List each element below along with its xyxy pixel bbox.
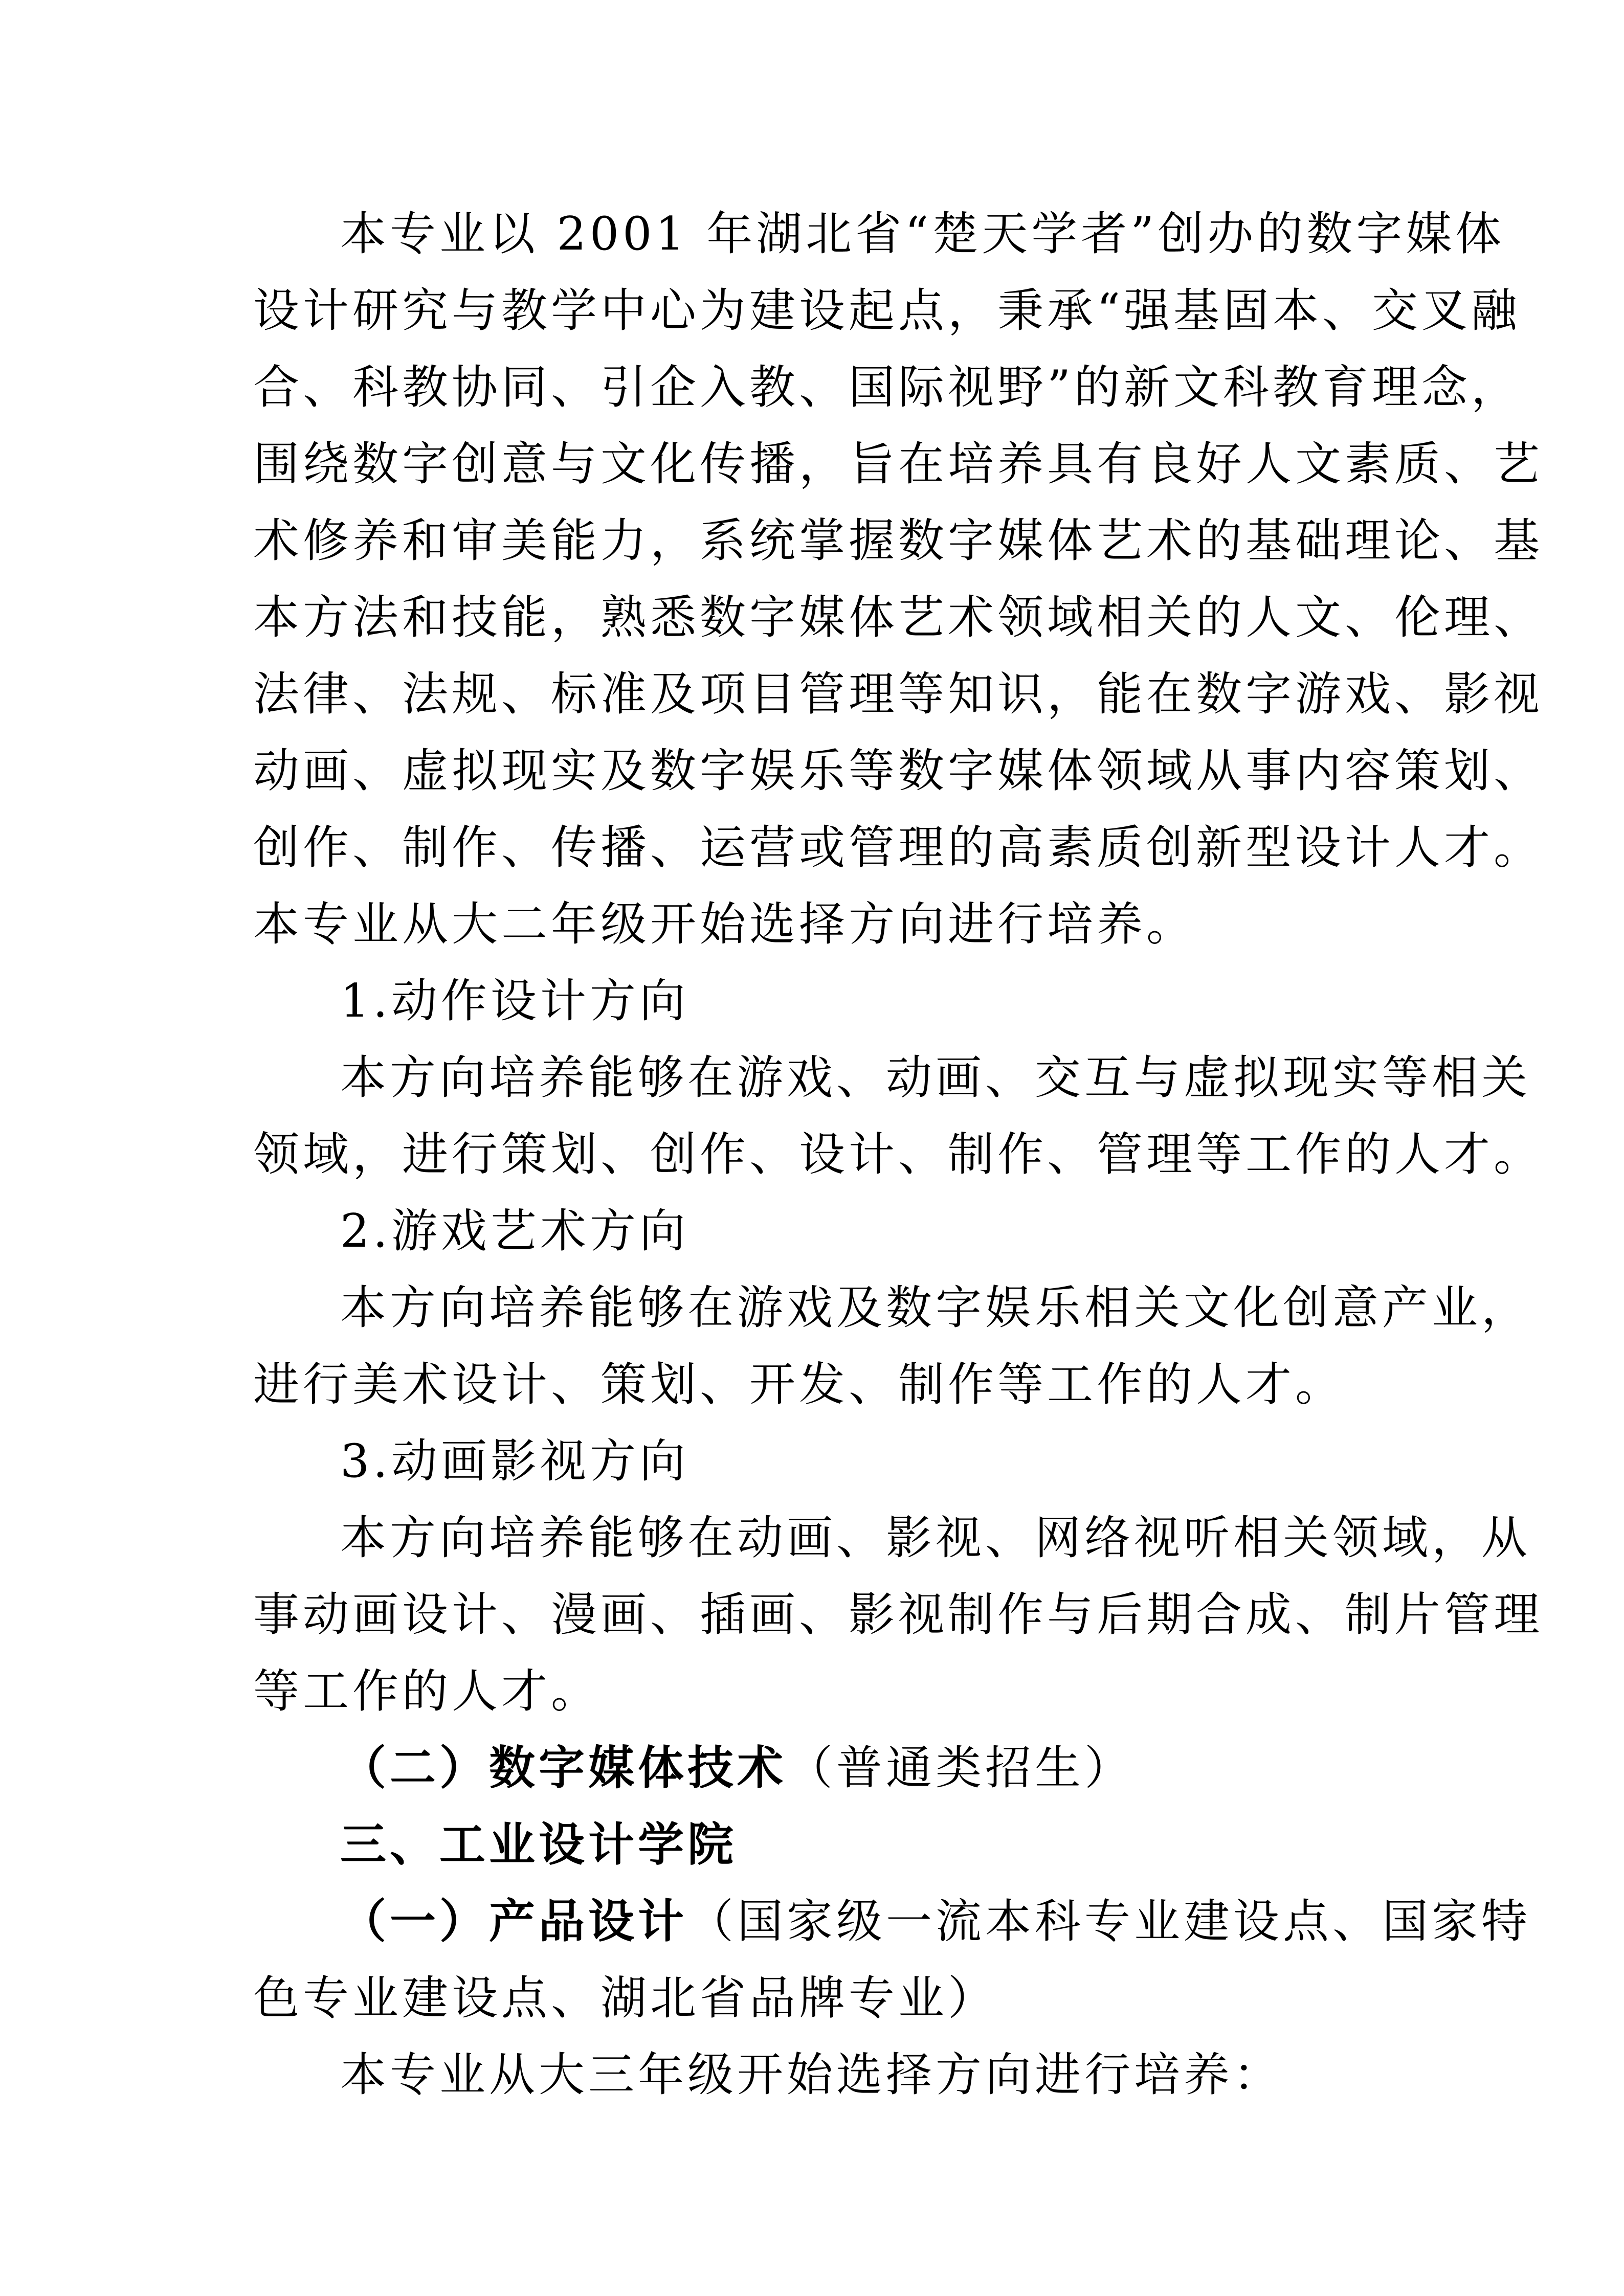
paragraph-line: 本专业以 2001 年湖北省“楚天学者”创办的数字媒体 [340,207,1505,261]
paragraph-line: 术修养和审美能力，系统掌握数字媒体艺术的基础理论、基 [253,514,1543,568]
paragraph-line: 等工作的人才。 [253,1664,600,1718]
paragraph-line: 领域，进行策划、创作、设计、制作、管理等工作的人才。 [253,1128,1543,1181]
major-heading-digital-media-tech [340,1727,1624,1809]
paragraph-line: 本专业从大三年级开始选择方向进行培养： [340,2048,1283,2102]
major-heading-title: （一）产品设计 [340,1895,687,1948]
major-heading-title: （二）数字媒体技术 [340,1741,787,1795]
paragraph-line: 进行美术设计、策划、开发、制作等工作的人才。 [253,1358,1345,1411]
paragraph-line: 本方向培养能够在游戏及数字娱乐相关文化创意产业， [340,1281,1531,1335]
paragraph-line: 事动画设计、漫画、插画、影视制作与后期合成、制片管理 [253,1588,1543,1641]
major-heading-note: （国家级一流本科专业建设点、国家特 [687,1895,1531,1948]
direction-heading: 1.动作设计方向 [340,974,689,1028]
paragraph-line: 本专业从大二年级开始选择方向进行培养。 [253,897,1196,951]
paragraph-line: 动画、虚拟现实及数字娱乐等数字媒体领域从事内容策划、 [253,744,1543,798]
major-heading-product-design [340,1881,1624,1963]
paragraph-line: 本方法和技能，熟悉数字媒体艺术领域相关的人文、伦理、 [253,591,1543,644]
paragraph-line: 设计研究与教学中心为建设起点，秉承“强基固本、交叉融 [253,284,1521,337]
paragraph-line: 色专业建设点、湖北省品牌专业） [253,1971,997,2025]
paragraph-line: 围绕数字创意与文化传播，旨在培养具有良好人文素质、艺 [253,437,1543,491]
paragraph-line: 本方向培养能够在游戏、动画、交互与虚拟现实等相关 [340,1051,1531,1105]
school-heading: 三、工业设计学院 [340,1818,737,1872]
major-heading-note: （普通类招生） [787,1741,1134,1795]
paragraph-line: 本方向培养能够在动画、影视、网络视听相关领域，从 [340,1511,1531,1565]
direction-heading: 3.动画影视方向 [340,1434,689,1488]
direction-heading: 2.游戏艺术方向 [340,1204,689,1258]
paragraph-line: 法律、法规、标准及项目管理等知识，能在数字游戏、影视 [253,667,1543,721]
paragraph-line: 合、科教协同、引企入教、国际视野”的新文科教育理念， [253,361,1521,414]
paragraph-line: 创作、制作、传播、运营或管理的高素质创新型设计人才。 [253,821,1543,874]
